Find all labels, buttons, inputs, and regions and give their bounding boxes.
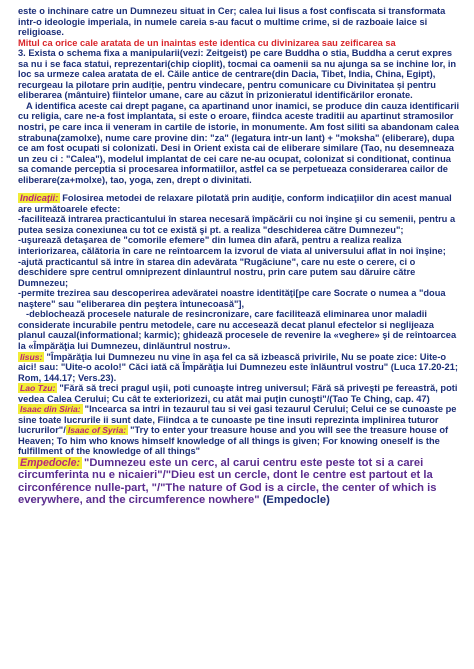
bullet-item: -uşurează detaşarea de "comorile efemere" din lumea din afară, pentru a realiza realiza interiorizarea, călătoria în care ne reîntoarcem la izvorul de viata al universului aflat în noi înşine; [18, 235, 446, 257]
iisus-text: "Împărăţia lui Dumnezeu nu vine în aşa fel ca să izbească privirile, Nu se poate zice: Uite-o aici! sau: "Uite-o acolo!" Căci iată că Împărăţia lui Dumnezeu este înlăuntrul vostru" (Luca 17.20-21; Rom, 144.17; Vers.23). [18, 351, 458, 383]
paragraph-pagan: A identifica aceste cai drept pagane, ca apartinand unor inamici, se produce din cauza identificarii cu religia, care ne-a fost implantata, si este o eroare, fiindca aceste traditii au apartinut stramosilor nostri, pe care inca ii veneram in cartile de istorie, in monumente. Am fost siliti sa abandonam calea strabuna(zamolxe), nume care provine din: "za" (legatura intr-un lant) + "moksha" (eliberare), dupa ce am fost ocupati si colonizati. Desi in Orient exista cai de eliberare similare (Tao, nu desemneaza un zeu ci : "Calea"), modelul implantat de cei care ne-au ocupat, colonizat si conditionat, continua sa comande perceptia si procesarea informatiilor, astfel ca se perpetueaza considerarea cailor de eliberare(za+molxe), tao, yoga, zen, drept o divinitati. [18, 100, 460, 185]
paragraph-3: 3. Exista o schema fixa a manipularii(vezi: Zeitgeist) pe care Buddha o stia, Buddha a cerut expres sa nu i se faca statui, reprezentari(chip cioplit), tocmai ca oamenii sa nu ajunga sa se inchine lor, in loc sa urmeze calea aratata de el. Căile antice de centrare(din Dacia, Tibet, India, China, Egipt), recurgeau la pilotare prin audiție, pentru vindecare, pentru comunicare cu Divinitatea și pentru eliberarea (mântuire) fiintelor umane, care au căzut în prizonieratul identificărilor eronate. [18, 48, 457, 101]
quote-isaac [18, 404, 460, 457]
paragraph-intro: este o inchinare catre un Dumnezeu situat in Cer; calea lui Iisus a fost confiscata si transformata intr-o ideologie imperiala, in numele careia s-au facut o multime crime, si de razboaie laice si religioase. [18, 6, 446, 38]
empedocle-french: "Dieu est un cercle, dont le centre est partout et la circonférence nulle-part, " [18, 469, 433, 494]
isaac-text: "Incearca sa intri in tezaurul tau si vei gasi tezaurul Cerului; Celui ce se cunoaste pe sine toate lucrurile ii sunt date, Fiindca a te cunoaste pe tine insuti reprezinta implinirea tuturor lucrurilor"/ [18, 404, 457, 436]
quote-empedocle [18, 457, 460, 507]
laotzu-label: Lao Tzu: [20, 383, 56, 394]
bullet-item: -permite trezirea sau descoperirea adevăratei noastre identităţi[pe care Socrate o numea a "doua naştere" sau "eliberarea din peştera întunecoasă"], [18, 288, 446, 309]
isaac-text-en: "Try to enter your treasure house and you will see the treasure house of Heaven; To him who knows himself knowledge of all things is given; For knowing oneself is the fulfillment of the knowledge of all things" [18, 425, 449, 457]
empedocle-text: "Dumnezeu este un cerc, al carui centru este peste tot si a carei circumferinta nu e nicaieri"/ [18, 456, 424, 482]
bullet-item: -facilitează intrarea practicantului în starea necesară împăcării cu noi înşine şi cu semenii, pentru a putea sesiza conexiunea cu tot ce există şi pt. a realiza "deschiderea către Dumnezeu"; [18, 214, 456, 235]
empedocle-english: /"The nature of God is a circle, the center of which is everywhere, and the circumference nowhere" [18, 481, 437, 507]
isaac-label: Isaac din Siria: [20, 404, 81, 415]
bullet-item: -deblochează procesele naturale de resincronizare, care facilitează eliminarea unor maladii considerate incurabile pentru metodele, care nu accesează decat planul efectelor si neglijeaza planul cauzal(informational; karmic); ghidează procesele de revenire la «veghere» şi de reîntoarcea la «Împărăţia lui Dumnezeu, dinlăuntrul nostru». [18, 309, 457, 351]
indicatii-label: Indicaţii: [20, 193, 59, 204]
laotzu-text: "Fără să treci pragul uşii, poti cunoaşte intreg universul; Fără să priveşti pe fereastră, poti vedea Calea Cerului; Cu cât te exteriorizezi, cu atât mai puţin cunoşti"/(Tao Te Ching, cap. 47) [18, 383, 458, 404]
iisus-label: Iisus: [20, 351, 43, 362]
indicatii-paragraph [18, 193, 460, 214]
isaac-label-en: Isaac of Syria: [67, 425, 127, 436]
spacer [18, 185, 460, 193]
empedocle-label: Empedocle: [20, 456, 81, 469]
quote-laotzu [18, 383, 460, 404]
quote-iisus [18, 352, 460, 384]
red-heading: Mitul ca orice cale aratata de un inaintas este identica cu divinizarea sau zeificarea sa [18, 37, 396, 48]
empedocle-source: (Empedocle) [262, 494, 330, 507]
bullet-item: -ajută practicantul să intre în starea din adevărata "Rugăciune", care nu este o cerere, ci o deschidere spre centrul omniprezent dinlauntrul nostru, prin care putem sau dăruire către Dumnezeu; [18, 256, 416, 288]
indicatii-text: Folosirea metodei de relaxare pilotată prin audiţie, conform indicaţiilor din acest manual are următoarele efecte: [18, 193, 452, 214]
